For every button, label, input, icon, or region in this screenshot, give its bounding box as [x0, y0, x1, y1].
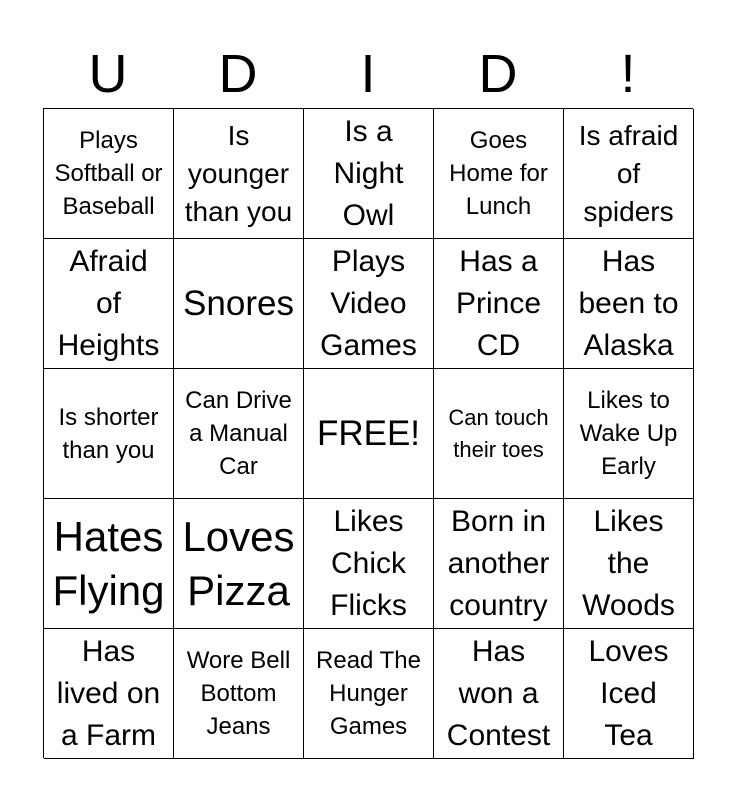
bingo-cell[interactable]: [44, 369, 174, 499]
cell-text: Plays Softball or Baseball: [54, 127, 163, 220]
bingo-cell[interactable]: [174, 109, 304, 239]
cell-text: Wore Bell Bottom Jeans: [186, 647, 291, 740]
cell-text: Has won a Contest: [446, 634, 551, 752]
cell-text: Born in another country: [447, 504, 550, 622]
bingo-cell[interactable]: [304, 239, 434, 369]
bingo-cell[interactable]: [564, 499, 694, 629]
cell-text: Is younger than you: [184, 119, 293, 227]
bingo-cell[interactable]: [434, 239, 564, 369]
bingo-cell[interactable]: [304, 499, 434, 629]
bingo-cell[interactable]: [434, 369, 564, 499]
cell-text: Likes Chick Flicks: [330, 504, 407, 622]
bingo-cell[interactable]: [564, 109, 694, 239]
cell-text: Loves Iced Tea: [588, 634, 669, 752]
cell-text: Goes Home for Lunch: [449, 127, 548, 220]
bingo-cell[interactable]: [174, 629, 304, 759]
cell-text: Is afraid of spiders: [578, 119, 679, 227]
free-space[interactable]: [304, 369, 434, 499]
cell-text: Plays Video Games: [320, 244, 417, 362]
cell-text: Hates Flying: [52, 512, 165, 614]
bingo-cell[interactable]: [44, 499, 174, 629]
free-space-text: FREE!: [316, 413, 421, 453]
bingo-header: [43, 40, 693, 108]
cell-text: Snores: [183, 283, 294, 323]
cell-text: Has a Prince CD: [455, 244, 542, 362]
bingo-cell[interactable]: [44, 629, 174, 759]
bingo-cell[interactable]: [174, 369, 304, 499]
cell-text: Is a Night Owl: [333, 114, 404, 232]
cell-text: Can Drive a Manual Car: [185, 387, 292, 480]
cell-text: Has been to Alaska: [578, 244, 679, 362]
cell-text: Read The Hunger Games: [316, 647, 421, 740]
header-letter: D: [218, 44, 258, 104]
cell-text: Loves Pizza: [182, 512, 295, 614]
bingo-cell[interactable]: [174, 239, 304, 369]
header-letter: !: [620, 44, 636, 104]
bingo-cell[interactable]: [304, 109, 434, 239]
cell-text: Afraid of Heights: [57, 244, 160, 362]
cell-text: Is shorter than you: [58, 403, 159, 464]
bingo-cell[interactable]: [304, 629, 434, 759]
bingo-cell[interactable]: [434, 629, 564, 759]
bingo-cell[interactable]: [564, 369, 694, 499]
bingo-cell[interactable]: [434, 109, 564, 239]
header-letter: I: [360, 44, 376, 104]
bingo-cell[interactable]: [564, 629, 694, 759]
cell-text: Has lived on a Farm: [56, 634, 161, 752]
cell-text: Likes to Wake Up Early: [579, 387, 678, 480]
bingo-board: [43, 108, 693, 758]
cell-text: Can touch their toes: [448, 404, 549, 462]
header-letter: D: [478, 44, 518, 104]
bingo-cell[interactable]: [564, 239, 694, 369]
bingo-cell[interactable]: [174, 499, 304, 629]
header-letter: U: [88, 44, 128, 104]
cell-text: Likes the Woods: [582, 504, 675, 622]
bingo-cell[interactable]: [44, 109, 174, 239]
bingo-cell[interactable]: [44, 239, 174, 369]
bingo-cell[interactable]: [434, 499, 564, 629]
